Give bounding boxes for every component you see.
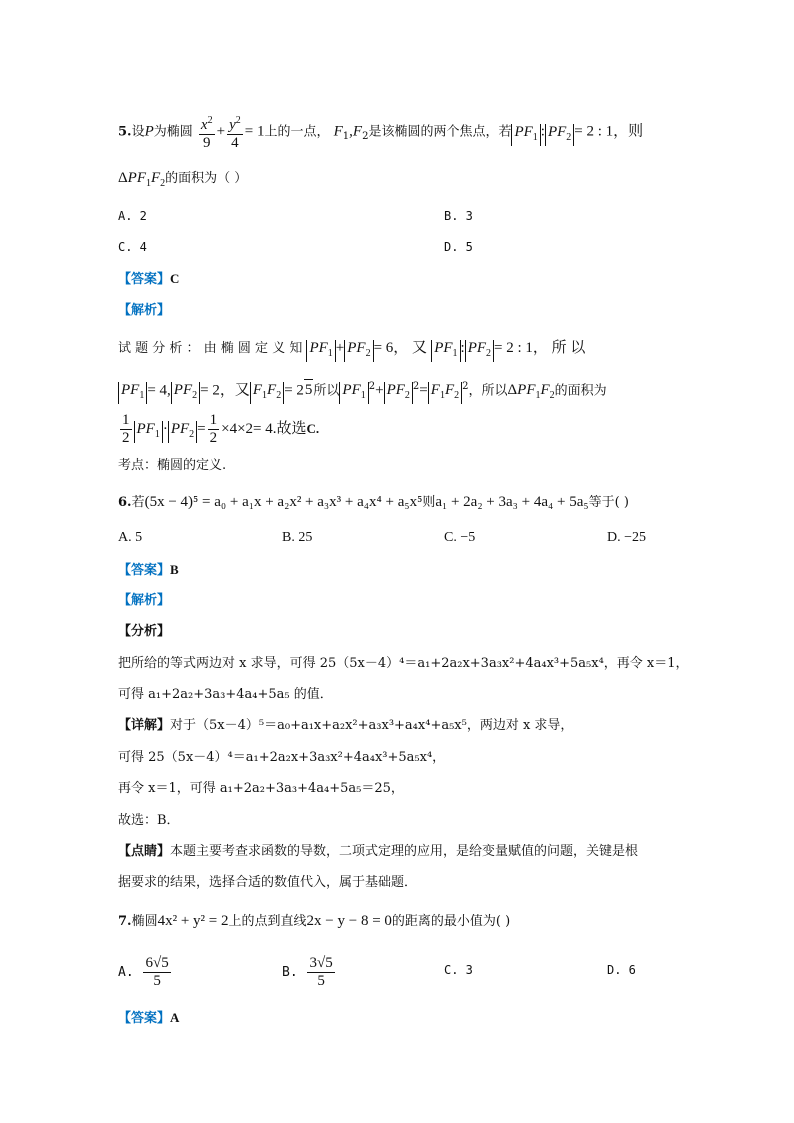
q6-option-c[interactable]: C. −5 <box>444 530 476 545</box>
q7-option-c[interactable]: C. 3 <box>444 963 473 977</box>
q5-option-b[interactable]: B. 3 <box>444 209 473 223</box>
q6-analysis-label: 【解析】 <box>118 593 171 608</box>
q6-dianjing-line2: 据要求的结果，选择合适的数值代入，属于基础题． <box>118 875 418 890</box>
q6-answer: 【答案】B <box>118 562 179 578</box>
q7-option-a[interactable]: A. $\frac{6√5}{5}$ <box>118 955 169 989</box>
q7-stem: 7.椭圆4x² + y² = 2上的点到直线2x − y − 8 = 0的距离的最小值为( ) <box>118 913 511 929</box>
q5-option-d[interactable]: D. 5 <box>444 240 473 254</box>
q6-xiangjie: 【详解】对于（5x－4）⁵＝a₀+a₁x+a₂x²+a₃x³+a₄x⁴+a₅x⁵，两边对 x 求导， <box>118 718 574 733</box>
q5-stem-line2: $\Delta PF_1F_2$的面积为（ ） <box>118 170 248 189</box>
q5-analysis-label: 【解析】 <box>118 303 171 318</box>
q5-kaodian: 考点：椭圆的定义. <box>118 458 227 473</box>
q6-number: 6. <box>118 495 132 510</box>
q6-option-d[interactable]: D. −25 <box>607 530 647 545</box>
q6-stem: 6.若(5x − 4)⁵ = a₀ + a₁x + a₂x² + a₃x³ + a₄x⁴ + a₅x⁵则a₁ + 2a₂ + 3a₃ + 4a₄ + 5a₅等于( ) <box>118 494 629 510</box>
q6-fenxi-line2: 可得 a₁+2a₂+3a₃+4a₄+5a₅ 的值． <box>118 687 333 702</box>
q6-option-a[interactable]: A. 5 <box>118 530 143 545</box>
q6-fenxi-line1: 把所给的等式两边对 x 求导，可得 25（5x－4）⁴＝a₁+2a₂x+3a₃x²+4a₄x³+5a₅x⁴，再令 x＝1， <box>118 656 689 671</box>
q6-xiangjie-line3: 再令 x＝1，可得 a₁+2a₂+3a₃+4a₄+5a₅＝25， <box>118 781 404 796</box>
q5-option-c[interactable]: C. 4 <box>118 240 147 254</box>
q5-option-a[interactable]: A. 2 <box>118 209 147 223</box>
q6-xiangjie-line4: 故选：B． <box>118 813 180 828</box>
q5-frac-x: $\frac{x^2}{9}$ <box>199 112 215 152</box>
q5-analysis-line2: $PF_1 = 4$, $PF_2 = 2$，又 $F_1F_2 = 25$所以 $PF_1^2+ PF_2^2= F_1F_2^2$，所以$\Delta PF_1F_2$的面积为 <box>118 377 607 406</box>
q7-answer: 【答案】A <box>118 1010 180 1026</box>
q5-answer: 【答案】C <box>118 271 180 287</box>
q6-xiangjie-line2: 可得 25（5x－4）⁴＝a₁+2a₂x+3a₃x²+4a₄x³+5a₅x⁴， <box>118 750 446 765</box>
q5-frac-y: $\frac{y^2}{4}$ <box>227 112 243 152</box>
q7-option-d[interactable]: D. 6 <box>607 963 636 977</box>
q6-dianjing: 【点睛】本题主要考查求函数的导数，二项式定理的应用，是给变量赋值的问题，关键是根 <box>118 844 639 859</box>
q6-option-b[interactable]: B. 25 <box>282 530 313 545</box>
q5-analysis-line1: 试 题 分 析 ： 由 椭 圆 定 义 知 $PF_1 + PF_2 = 6$， 又 $PF_1$ : $PF_2 = 2$ : 1， 所 以 <box>118 338 585 362</box>
q5-analysis-line3: $\frac{1}{2}$ $PF_1 \cdot PF_2$ = $\frac{1}{2}$ ×4×2= 4.故选C. <box>122 412 320 446</box>
q7-option-b[interactable]: B. $\frac{3√5}{5}$ <box>282 955 333 989</box>
q5-stem-line1: 5.设P为椭圆 $\frac{x^2}{9}$ + $\frac{y^2}{4}$ = 1上的一点， $F_1,F_2$是该椭圆的两个焦点，若 $PF_1$ : $PF_2 = 2$ : 1，则 <box>118 112 643 152</box>
q6-fenxi-label: 【分析】 <box>118 624 171 639</box>
q7-number: 7. <box>118 914 132 929</box>
q5-number: 5. <box>118 124 132 140</box>
